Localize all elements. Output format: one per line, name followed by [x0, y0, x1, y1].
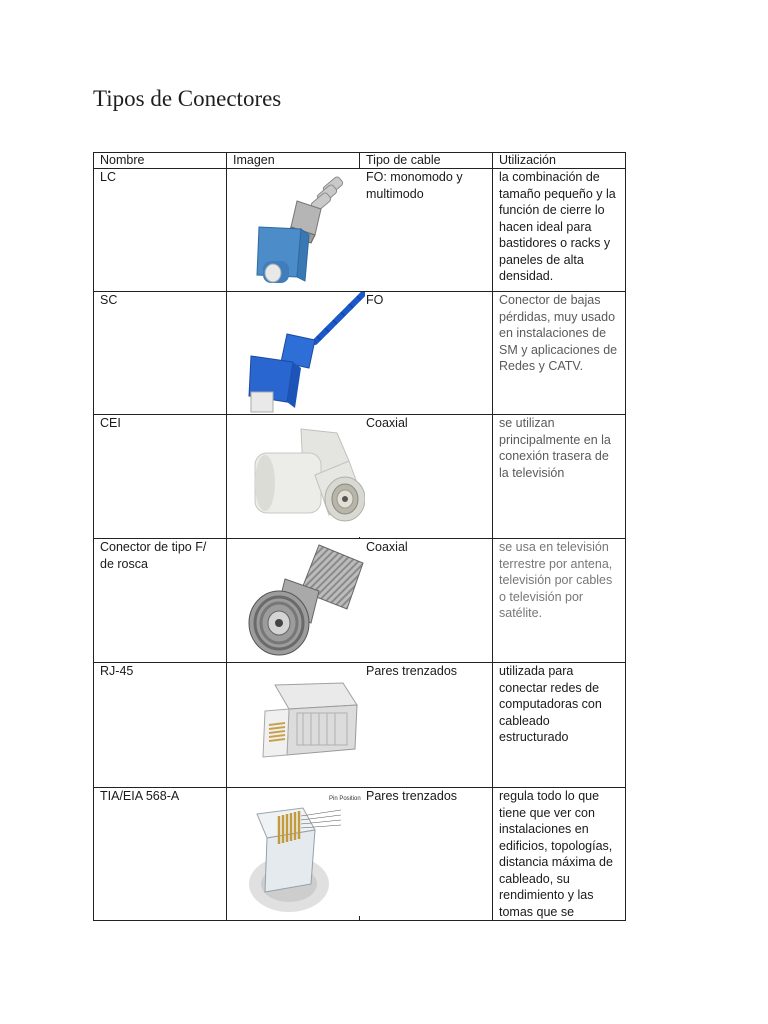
- cell-tipo-cable: Coaxial: [360, 415, 493, 539]
- table-row: [94, 415, 626, 539]
- table-row: [94, 539, 626, 663]
- header-imagen: Imagen: [227, 153, 360, 169]
- table-row: [94, 663, 626, 788]
- cell-nombre: LC: [94, 169, 227, 292]
- cell-tipo-cable: FO: [360, 292, 493, 415]
- page-title: Tipos de Conectores: [93, 86, 282, 111]
- lc-connector-image: [245, 169, 365, 291]
- cei-connector-image: [245, 415, 365, 537]
- cell-imagen: [227, 169, 360, 292]
- table-row: [94, 292, 626, 415]
- cell-utilizacion: Conector de bajas pérdidas, muy usado en instalaciones de SM y aplicaciones de Redes y CATV.: [493, 292, 626, 415]
- tia-eia-568a-image: [245, 788, 365, 916]
- cell-utilizacion: la combinación de tamaño pequeño y la función de cierre lo hacen ideal para bastidores o racks y paneles de alta densidad.: [493, 169, 626, 292]
- cell-nombre: RJ-45: [94, 663, 227, 788]
- cell-imagen: [227, 292, 360, 415]
- cell-nombre: SC: [94, 292, 227, 415]
- cell-imagen: [227, 663, 360, 788]
- cell-utilizacion: regula todo lo que tiene que ver con instalaciones en edificios, topologías, distancia máxima de cableado, su rendimiento y las tomas que se: [493, 788, 626, 921]
- table-row: [94, 169, 626, 292]
- cell-imagen: [227, 415, 360, 539]
- pin-position-label: Pin Position: [329, 796, 361, 802]
- cell-imagen: [227, 788, 360, 921]
- header-utilizacion: Utilización: [493, 153, 626, 169]
- cell-tipo-cable: Coaxial: [360, 539, 493, 663]
- cell-utilizacion: utilizada para conectar redes de computadoras con cableado estructurado: [493, 663, 626, 788]
- cell-tipo-cable: Pares trenzados: [360, 788, 493, 921]
- cell-nombre: Conector de tipo F/ de rosca: [94, 539, 227, 663]
- cell-utilizacion: se usa en televisión terrestre por antena, televisión por cables o televisión por satélite.: [493, 539, 626, 663]
- f-connector-image: [245, 539, 365, 662]
- cell-tipo-cable: Pares trenzados: [360, 663, 493, 788]
- rj45-connector-image: [245, 663, 365, 787]
- cell-tipo-cable: FO: monomodo y multimodo: [360, 169, 493, 292]
- table-row: [94, 788, 626, 921]
- sc-connector-image: [245, 292, 365, 414]
- header-nombre: Nombre: [94, 153, 227, 169]
- cell-utilizacion: se utilizan principalmente en la conexión trasera de la televisión: [493, 415, 626, 539]
- connectors-table: [93, 152, 626, 921]
- cell-nombre: CEI: [94, 415, 227, 539]
- header-tipo-cable: Tipo de cable: [360, 153, 493, 169]
- table-header-row: [94, 153, 626, 169]
- cell-nombre: TIA/EIA 568-A: [94, 788, 227, 921]
- cell-imagen: [227, 539, 360, 663]
